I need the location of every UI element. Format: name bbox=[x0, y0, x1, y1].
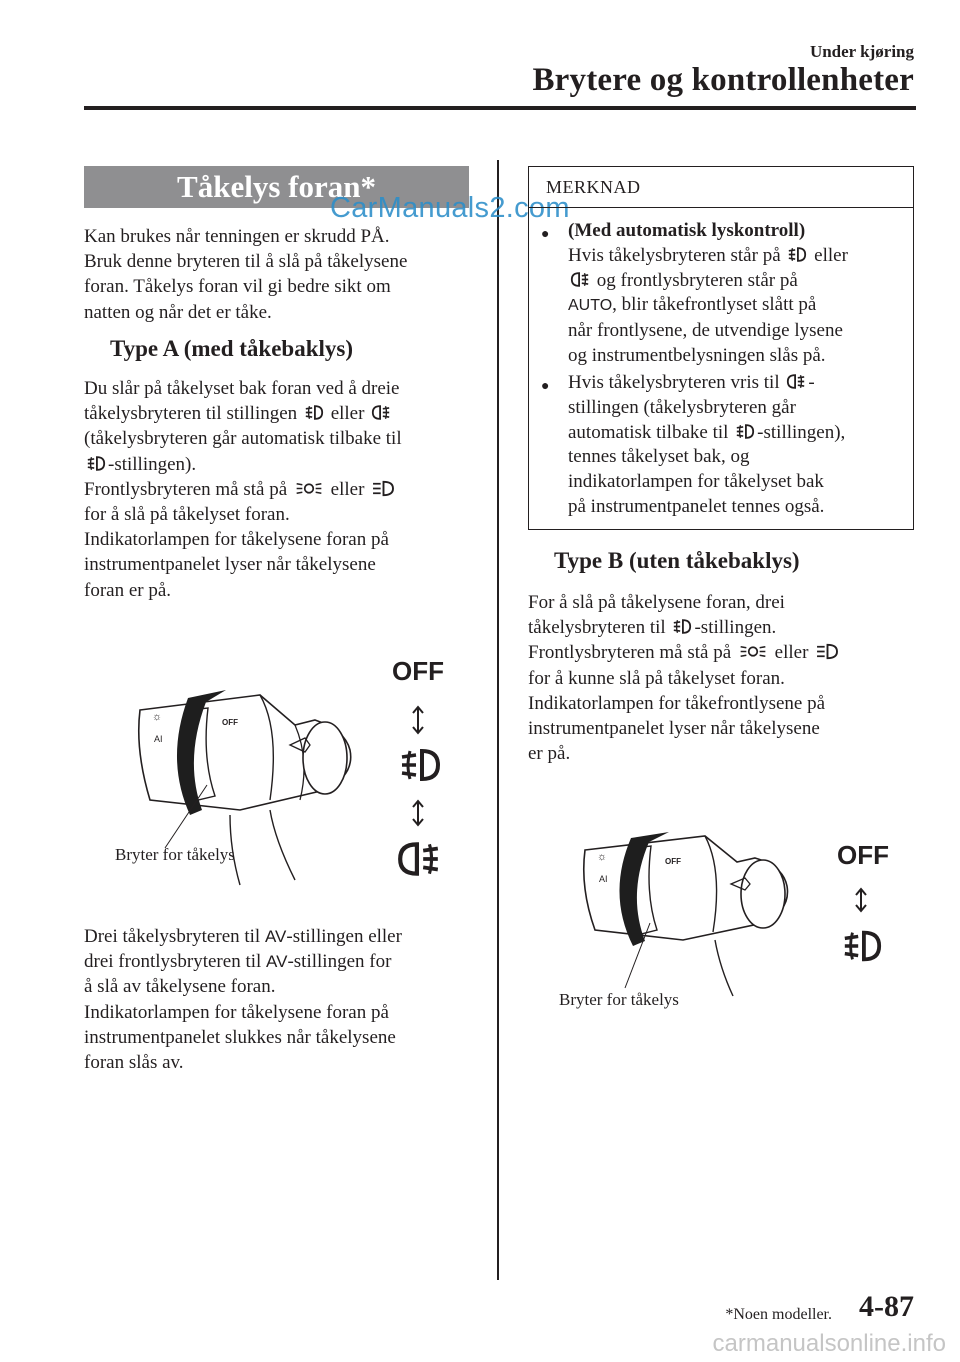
type-a-paragraph: Du slår på tåkelyset bak foran ved å dreie tåkelysbryteren til stillingen eller (tåkelysbryteren går automatisk tilbake til -stillingen). Frontlysbryteren må stå på eller for å slå på tåkelyset foran. Indikatorlampen for tåkelysene foran på instrumentpanelet lyser når tåkelysene foran er på. bbox=[84, 378, 402, 601]
svg-text:OFF: OFF bbox=[665, 857, 681, 866]
off-paragraph: Drei tåkelysbryteren til AV-stillingen eller drei frontlysbryteren til AV-stillingen for å slå av tåkelysene foran. Indikatorlampen for tåkelysene foran på instrumentpanelet slukkes når tåkelysene foran slås av. bbox=[84, 926, 402, 1074]
figure-caption-a: Bryter for tåkelys bbox=[115, 845, 235, 864]
av-symbol: AV bbox=[266, 952, 288, 972]
bullet-icon: ● bbox=[541, 379, 550, 394]
svg-text:AI: AI bbox=[154, 734, 163, 744]
section-banner: Tåkelys foran* bbox=[84, 166, 469, 208]
section-label: Under kjøring bbox=[809, 42, 914, 61]
svg-text:OFF: OFF bbox=[222, 718, 238, 727]
rear-fog-icon bbox=[786, 372, 806, 391]
svg-text:☼: ☼ bbox=[152, 711, 163, 723]
type-a-heading: Type A (med tåkebaklys) bbox=[110, 336, 354, 361]
note-item-1: (Med automatisk lyskontroll) Hvis tåkelysbryteren står på eller og frontlysbryteren står på AUTO, blir tåkefrontlyset slått på når frontlysene, de utvendige lysene og instrumentbelysningen slås på. bbox=[568, 220, 848, 366]
header-divider bbox=[84, 106, 916, 110]
footnote: *Noen modeller. bbox=[725, 1306, 832, 1323]
bullet-icon: ● bbox=[541, 227, 550, 242]
av-symbol: AV bbox=[264, 927, 287, 946]
page-number: 4-87 bbox=[859, 1290, 914, 1323]
intro-paragraph: Kan brukes når tenningen er skrudd PÅ. Bruk denne bryteren til å slå på tåkelysene foran. Tåkelys foran vil gi bedre sikt om natten og når det er tåke. bbox=[84, 226, 408, 323]
svg-text:AI: AI bbox=[599, 874, 608, 884]
front-fog-icon bbox=[304, 403, 324, 422]
page-title: Brytere og kontrollenheter bbox=[532, 62, 914, 98]
off-label: OFF bbox=[392, 656, 444, 686]
rear-fog-icon bbox=[371, 403, 391, 422]
parking-light-icon bbox=[294, 479, 324, 498]
off-label: OFF bbox=[837, 840, 889, 870]
svg-text:☼: ☼ bbox=[597, 851, 608, 863]
rear-fog-icon bbox=[570, 270, 590, 289]
note-item-2: Hvis tåkelysbryteren vris til - stillingen (tåkelysbryteren går automatisk tilbake til -stillingen), tennes tåkelyset bak, og indikatorlampen for tåkelyset bak på instrumentpanelet tennes også. bbox=[568, 372, 846, 517]
auto-symbol: AUTO bbox=[568, 297, 613, 315]
front-fog-icon bbox=[86, 454, 106, 473]
parking-light-icon bbox=[738, 642, 768, 661]
fog-switch-illustration-b bbox=[555, 828, 915, 998]
note-box bbox=[528, 166, 914, 530]
note-title: MERKNAD bbox=[529, 167, 913, 208]
front-fog-icon bbox=[672, 617, 692, 636]
headlight-icon bbox=[815, 642, 840, 661]
front-fog-icon bbox=[735, 422, 755, 441]
headlight-icon bbox=[371, 479, 396, 498]
watermark: CarManuals2.com bbox=[330, 192, 570, 224]
column-divider bbox=[497, 160, 499, 1280]
type-b-paragraph: For å slå på tåkelysene foran, drei tåkelysbryteren til -stillingen. Frontlysbryteren må stå på eller for å kunne slå på tåkelyset foran. Indikatorlampen for tåkefrontlysene på instrumentpanelet lyser når tåkelysene er på. bbox=[528, 590, 918, 766]
front-fog-icon bbox=[787, 245, 807, 264]
type-b-heading: Type B (uten tåkebaklys) bbox=[554, 548, 800, 573]
site-watermark: carmanualsonline.info bbox=[712, 1330, 946, 1357]
figure-caption-b: Bryter for tåkelys bbox=[559, 990, 679, 1009]
